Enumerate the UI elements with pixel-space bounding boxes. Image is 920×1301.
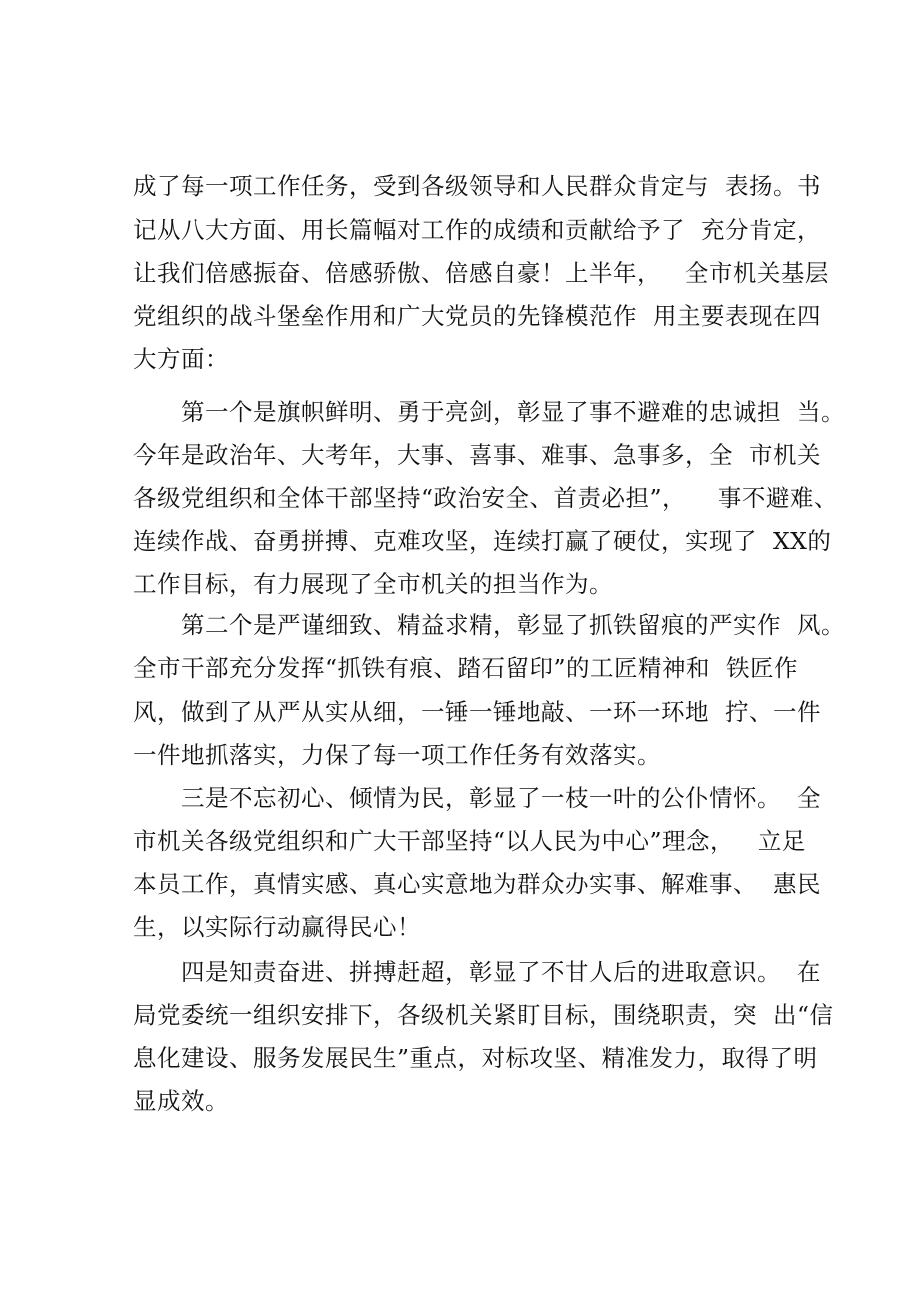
paragraph-1-line-2: 记从八大方面、用长篇幅对工作的成绩和贡献给予了 充分肯定， <box>133 216 821 244</box>
paragraph-4-line-4: 生，以实际行动赢得民心！ <box>133 913 421 941</box>
paragraph-4-line-1: 三是不忘初心、倾情为民，彰显了一枝一叶的公仆情怀。 全 <box>181 784 821 812</box>
paragraph-4-line-2: 市机关各级党组织和广大干部坚持“以人民为中心”理念， 立足 <box>133 827 806 855</box>
paragraph-1-line-3: 让我们倍感振奋、倍感骄傲、倍感自豪！上半年， 全市机关基层 <box>133 259 829 287</box>
paragraph-2-line-3: 各级党组织和全体干部坚持“政治安全、首责必担”， 事不避难、 <box>133 484 838 512</box>
paragraph-5-line-4: 显成效。 <box>133 1087 229 1115</box>
paragraph-1-line-1: 成了每一项工作任务，受到各级领导和人民群众肯定与 表扬。书 <box>133 172 821 200</box>
paragraph-5-line-2: 局党委统一组织安排下，各级机关紧盯目标，围绕职责，突 出“信 <box>133 1001 834 1029</box>
paragraph-3-line-3: 风，做到了从严从实从细，一锤一锤地敲、一环一环地 拧、一件 <box>133 698 821 726</box>
paragraph-2-line-4: 连续作战、奋勇拼搏、克难攻坚，连续打赢了硬仗，实现了 XX的 <box>133 527 832 555</box>
paragraph-2-line-5: 工作目标，有力展现了全市机关的担当作为。 <box>133 570 613 598</box>
paragraph-3-line-4: 一件地抓落实，力保了每一项工作任务有效落实。 <box>133 741 661 769</box>
paragraph-3-line-1: 第二个是严谨细致、精益求精，彰显了抓铁留痕的严实作 风。 <box>181 611 845 639</box>
paragraph-2-line-1: 第一个是旗帜鲜明、勇于亮剑，彰显了事不避难的忠诚担 当。 <box>181 398 845 426</box>
paragraph-5-line-3: 息化建设、服务发展民生”重点，对标攻坚、精准发力，取得了明 <box>133 1044 818 1072</box>
paragraph-2-line-2: 今年是政治年、大考年，大事、喜事、难事、急事多，全 市机关 <box>133 441 821 469</box>
paragraph-5-line-1: 四是知责奋进、拼搏赶超，彰显了不甘人后的进取意识。 在 <box>181 958 821 986</box>
paragraph-4-line-3: 本员工作，真情实感、真心实意地为群众办实事、解难事、 惠民 <box>133 870 821 898</box>
paragraph-1-line-4: 党组织的战斗堡垒作用和广大党员的先锋模范作 用主要表现在四 <box>133 302 821 330</box>
paragraph-3-line-2: 全市干部充分发挥“抓铁有痕、踏石留印”的工匠精神和 铁匠作 <box>133 654 798 682</box>
paragraph-1-line-5: 大方面： <box>133 345 229 373</box>
